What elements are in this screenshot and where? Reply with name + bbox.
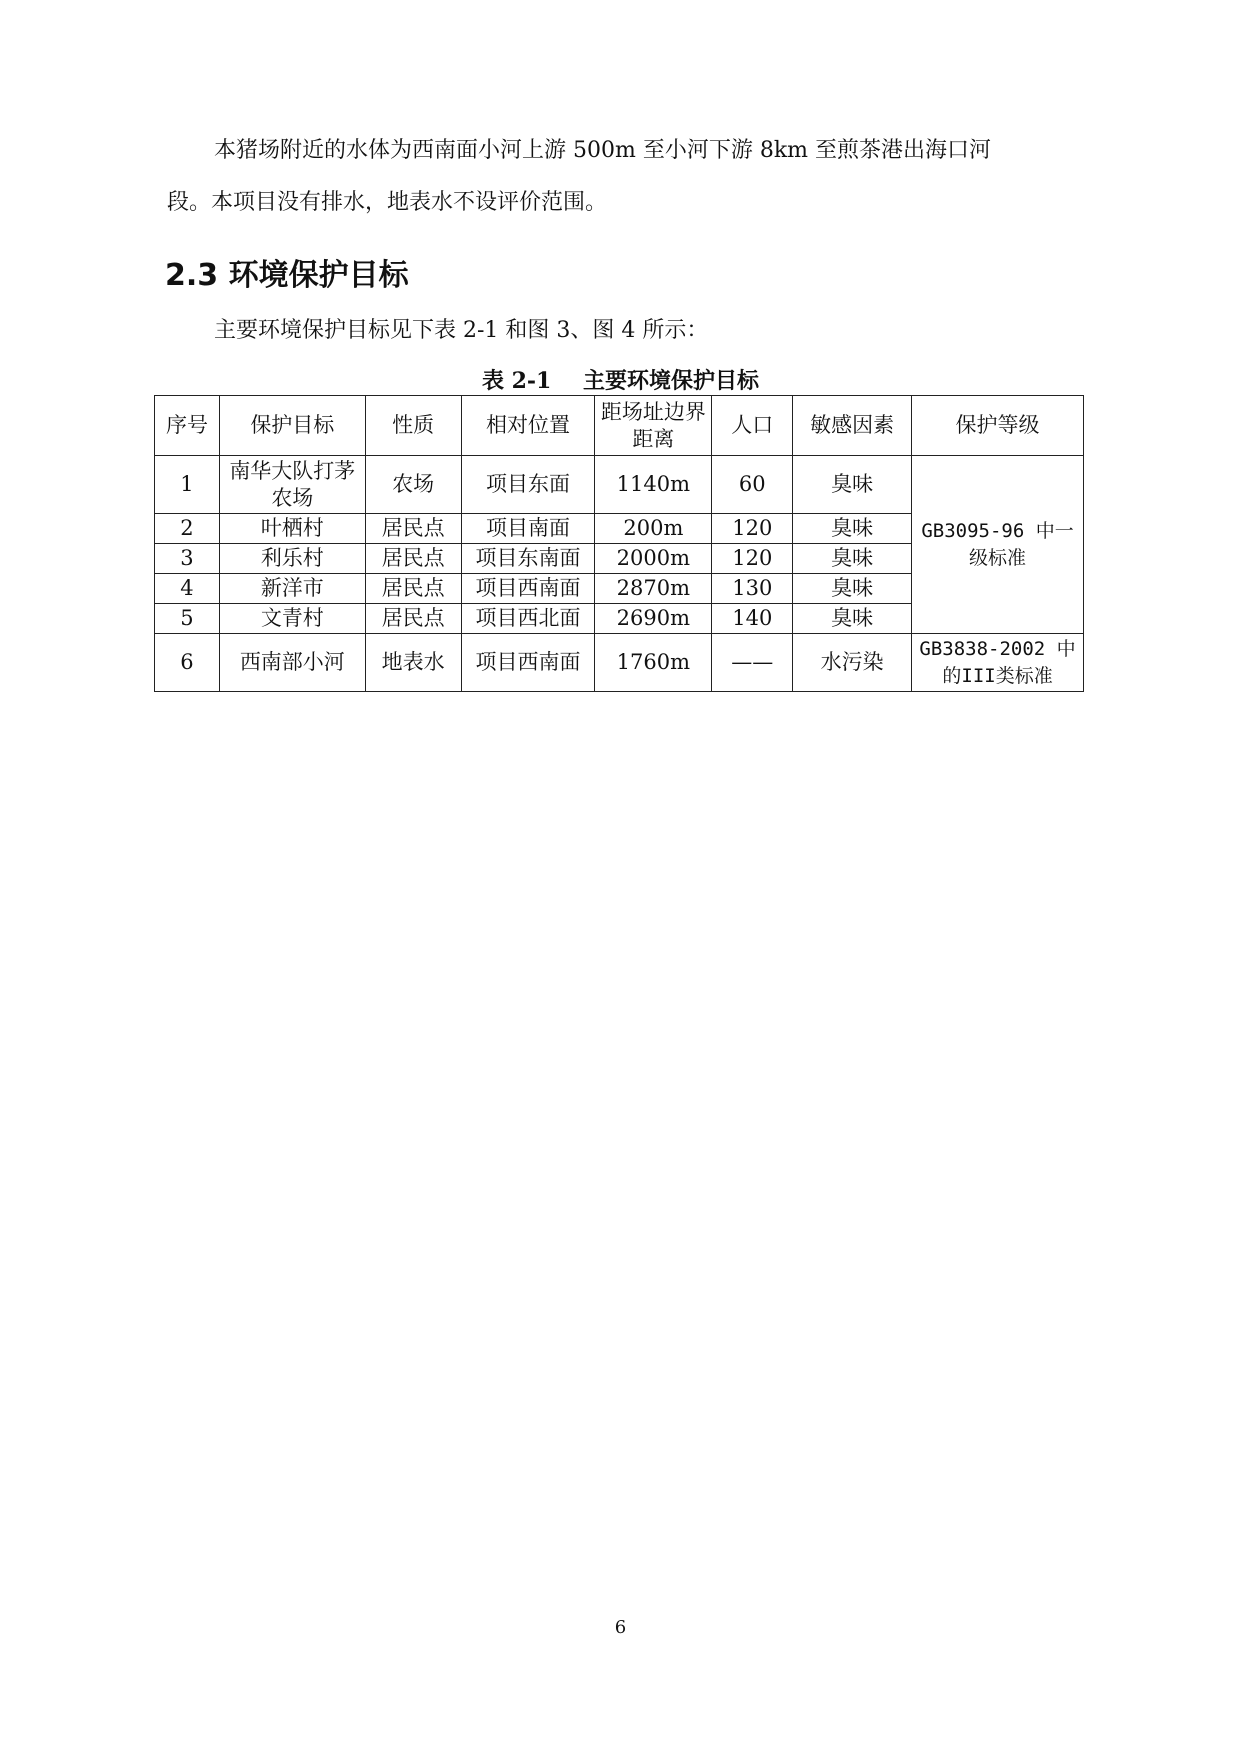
cell-population: —— [712, 634, 793, 692]
cell-distance: 1140m [595, 456, 712, 514]
cell-position: 项目西南面 [461, 634, 595, 692]
cell-nature: 居民点 [365, 604, 461, 634]
table-row [155, 456, 1084, 514]
cell-no: 2 [155, 514, 220, 544]
cell-no: 6 [155, 634, 220, 692]
cell-factor: 水污染 [793, 634, 912, 692]
header-no: 序号 [155, 396, 220, 456]
cell-nature: 农场 [365, 456, 461, 514]
section-heading: 2.3 环境保护目标 [165, 258, 409, 293]
cell-target: 叶栖村 [219, 514, 365, 544]
cell-factor: 臭味 [793, 604, 912, 634]
header-position: 相对位置 [461, 396, 595, 456]
header-factor: 敏感因素 [793, 396, 912, 456]
paragraph-line-2: 段。本项目没有排水，地表水不设评价范围。 [167, 190, 608, 215]
cell-distance: 2000m [595, 544, 712, 574]
cell-nature: 地表水 [365, 634, 461, 692]
table-row [155, 634, 1084, 692]
cell-target: 南华大队打茅农场 [219, 456, 365, 514]
cell-population: 120 [712, 514, 793, 544]
cell-target: 新洋市 [219, 574, 365, 604]
cell-target: 西南部小河 [219, 634, 365, 692]
cell-no: 3 [155, 544, 220, 574]
header-distance: 距场址边界距离 [595, 396, 712, 456]
table-header-row [155, 396, 1084, 456]
table-caption-title: 主要环境保护目标 [583, 368, 760, 394]
cell-position: 项目西北面 [461, 604, 595, 634]
page-number: 6 [614, 1617, 627, 1638]
cell-target: 文青村 [219, 604, 365, 634]
cell-level-water: GB3838-2002 中的III类标准 [912, 634, 1084, 692]
cell-no: 4 [155, 574, 220, 604]
cell-target: 利乐村 [219, 544, 365, 574]
cell-no: 5 [155, 604, 220, 634]
cell-population: 130 [712, 574, 793, 604]
cell-nature: 居民点 [365, 574, 461, 604]
header-population: 人口 [712, 396, 793, 456]
header-target: 保护目标 [219, 396, 365, 456]
cell-position: 项目南面 [461, 514, 595, 544]
cell-factor: 臭味 [793, 514, 912, 544]
cell-distance: 2870m [595, 574, 712, 604]
cell-factor: 臭味 [793, 574, 912, 604]
cell-distance: 200m [595, 514, 712, 544]
cell-position: 项目东面 [461, 456, 595, 514]
cell-distance: 1760m [595, 634, 712, 692]
cell-nature: 居民点 [365, 514, 461, 544]
cell-level-air: GB3095-96 中一级标准 [912, 456, 1084, 634]
table-caption-number: 表 2-1 [481, 368, 552, 394]
cell-factor: 臭味 [793, 544, 912, 574]
cell-population: 140 [712, 604, 793, 634]
header-level: 保护等级 [912, 396, 1084, 456]
cell-population: 120 [712, 544, 793, 574]
cell-position: 项目西南面 [461, 574, 595, 604]
cell-nature: 居民点 [365, 544, 461, 574]
cell-population: 60 [712, 456, 793, 514]
protection-targets-table [154, 395, 1084, 692]
paragraph-line-1: 本猪场附近的水体为西南面小河上游 500m 至小河下游 8km 至煎茶港出海口河 [214, 138, 992, 163]
header-nature: 性质 [365, 396, 461, 456]
cell-no: 1 [155, 456, 220, 514]
table-caption [0, 364, 1241, 395]
cell-position: 项目东南面 [461, 544, 595, 574]
cell-factor: 臭味 [793, 456, 912, 514]
cell-distance: 2690m [595, 604, 712, 634]
intro-text: 主要环境保护目标见下表 2-1 和图 3、图 4 所示： [214, 318, 709, 343]
